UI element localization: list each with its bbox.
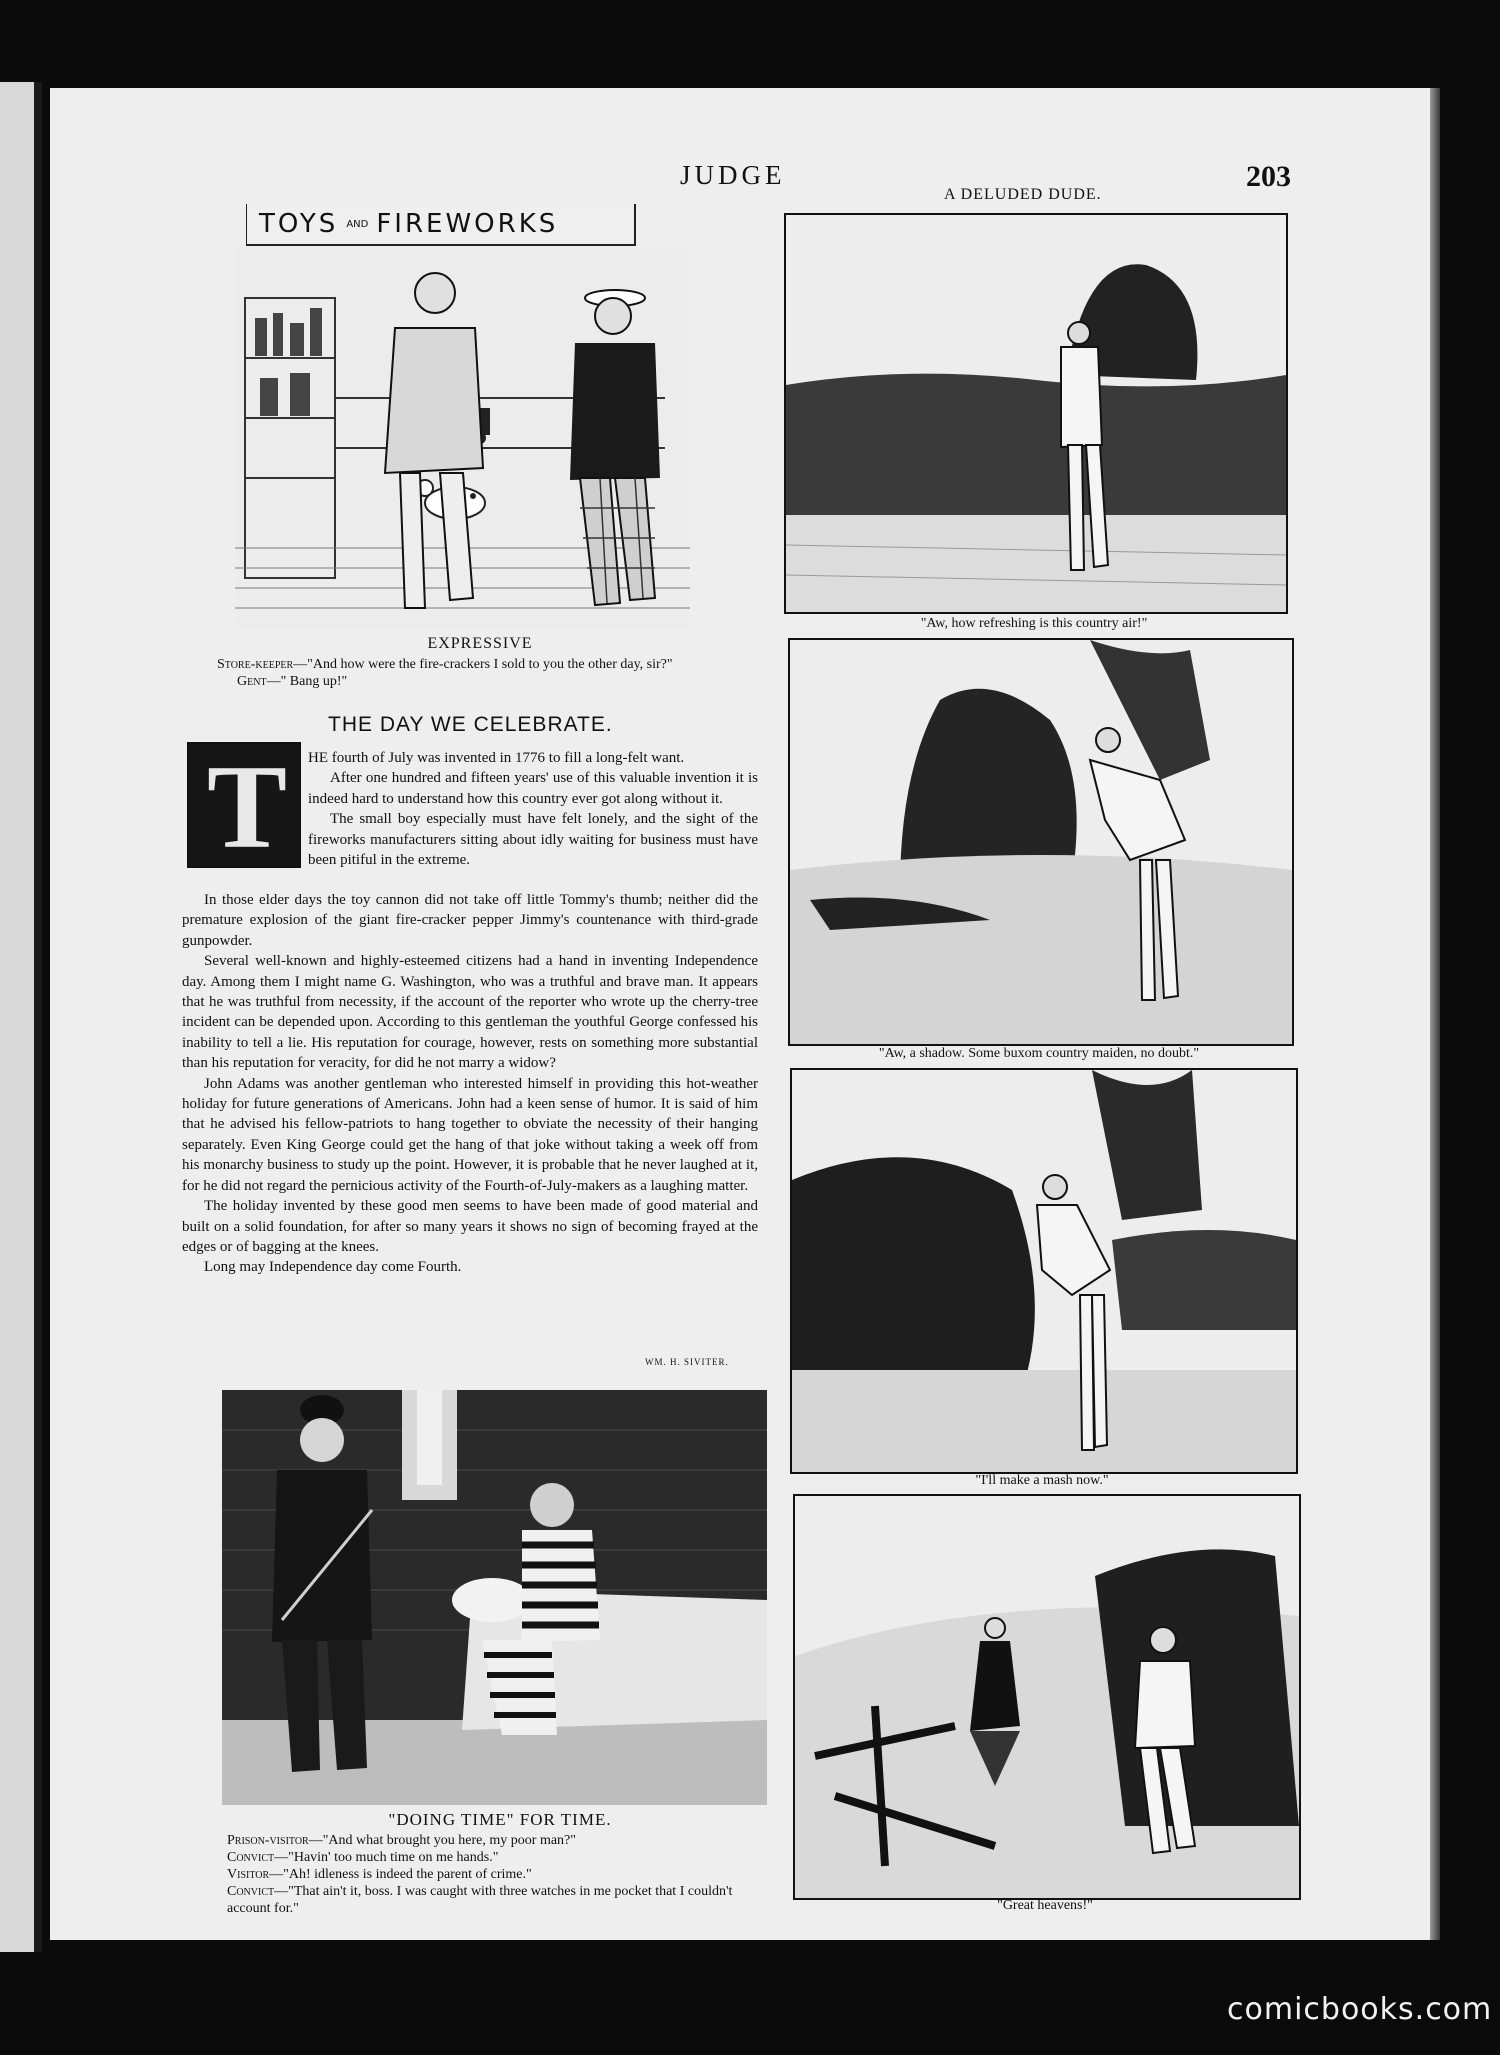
article-title: THE DAY WE CELEBRATE. bbox=[328, 713, 613, 736]
comic-panel-3 bbox=[790, 1068, 1298, 1474]
article-paragraph: The small boy especially must have felt lonely, and the sight of the fireworks manufacturers sitting about idly waiting for business must have been pitiful in the extreme. bbox=[308, 811, 758, 869]
dialog-text: —"Havin' too much time on me hands." bbox=[274, 1850, 499, 1865]
comic-panel-4 bbox=[793, 1494, 1301, 1900]
article-paragraph: Long may Independence day come Fourth. bbox=[204, 1259, 462, 1276]
sign-word-and: AND bbox=[346, 218, 369, 230]
site-watermark: comicbooks.com bbox=[1227, 1992, 1493, 2027]
page-number: 203 bbox=[1246, 160, 1291, 193]
dialog-text: —"Ah! idleness is indeed the parent of crime." bbox=[269, 1867, 532, 1882]
article-paragraph: In those elder days the toy cannon did not take off little Tommy's thumb; neither did the premature explosion of the giant fire-cracker pepper Jimmy's countenance with third-grade gunpowder. bbox=[182, 892, 758, 949]
caption-expressive: EXPRESSIVE bbox=[427, 635, 533, 652]
article-paragraph: John Adams was another gentleman who interested himself in providing this hot-weather holiday for future generations of Americans. John had a keen sense of humor. It is said of him that he advised his fellow-patriots to hang together to obviate the necessity of their hanging separately. Even King George could get the hang of that joke without taking a week off from his monarchy business to study up the point. However, it is probable that he never laughed at it, for he did not regard the pernicious activity of the Fourth-of-July-makers as a laughing matter. bbox=[182, 1075, 758, 1194]
dialog-text: —"And what brought you here, my poor man?" bbox=[308, 1833, 576, 1848]
panel-2-caption: "Aw, a shadow. Some buxom country maiden, no doubt." bbox=[878, 1046, 1200, 1061]
dialog-line bbox=[217, 656, 757, 673]
page-shadow bbox=[1430, 88, 1440, 1940]
caption-doing-time: "DOING TIME" FOR TIME. bbox=[388, 1810, 612, 1829]
sign-word-toys: TOYS bbox=[259, 209, 339, 239]
article-body bbox=[182, 890, 758, 1278]
panel-3-caption: "I'll make a mash now." bbox=[975, 1473, 1109, 1488]
article-paragraph: Several well-known and highly-esteemed citizens had a hand in inventing Independence day. Among them I might name G. Washington, who was a truthful and brave man. It appears that he was truthful from necessity, if the account of the reporter who wrote up the cherry-tree incident can be depended upon. According to this gentleman the youthful George confessed his inability to tell a lie. His reputation for courage, however, rests on something more substantial than his reputation for veracity, for did he not marry a widow? bbox=[182, 953, 758, 1072]
article-body-intro bbox=[308, 748, 758, 870]
panel-1-caption: "Aw, how refreshing is this country air!" bbox=[920, 616, 1148, 631]
article-paragraph: After one hundred and fifteen years' use of this valuable invention it is indeed hard to understand how this country ever got along without it. bbox=[308, 770, 758, 807]
dialog-line bbox=[217, 673, 757, 690]
dialog-line bbox=[190, 1883, 762, 1917]
decorative-drop-cap bbox=[187, 740, 301, 873]
comic-strip-title: A DELUDED DUDE. bbox=[944, 186, 1102, 203]
prison-cartoon bbox=[222, 1390, 767, 1805]
speaker-label: Convict bbox=[227, 1850, 275, 1865]
comic-panel-1 bbox=[784, 213, 1288, 614]
author-signature: WM. H. SIVITER. bbox=[645, 1357, 729, 1367]
expressive-dialog bbox=[217, 656, 757, 690]
comic-panel-2 bbox=[788, 638, 1294, 1046]
book-gutter bbox=[34, 82, 42, 1952]
speaker-label: Store-keeper bbox=[217, 657, 294, 672]
dialog-text: —"That ain't it, boss. I was caught with three watches in me pocket that I couldn't account for." bbox=[227, 1884, 733, 1916]
toys-fireworks-sign bbox=[246, 204, 636, 246]
dialog-text: —" Bang up!" bbox=[266, 674, 348, 689]
article-paragraph: The holiday invented by these good men seems to have been made of good material and built on a solid foundation, for after so many years it shows no sign of becoming frayed at the edges or of bagging at the knees. bbox=[182, 1198, 758, 1255]
panel-4-caption: "Great heavens!" bbox=[997, 1898, 1093, 1913]
speaker-label: Prison-visitor bbox=[227, 1833, 309, 1848]
speaker-label: Gent bbox=[237, 674, 267, 689]
article-paragraph: HE fourth of July was invented in 1776 to fill a long-felt want. bbox=[308, 750, 685, 766]
masthead: JUDGE bbox=[680, 160, 786, 190]
storekeeper-cartoon bbox=[235, 248, 690, 628]
dialog-line bbox=[190, 1866, 762, 1883]
speaker-label: Visitor bbox=[227, 1867, 270, 1882]
dialog-line bbox=[190, 1832, 762, 1849]
dialog-line bbox=[190, 1849, 762, 1866]
drop-cap-letter: T bbox=[207, 740, 288, 873]
sign-word-fireworks: FIREWORKS bbox=[376, 209, 559, 239]
prison-dialog bbox=[190, 1832, 762, 1917]
speaker-label: Convict bbox=[227, 1884, 275, 1899]
dialog-text: —"And how were the fire-crackers I sold to you the other day, sir?" bbox=[293, 657, 673, 672]
